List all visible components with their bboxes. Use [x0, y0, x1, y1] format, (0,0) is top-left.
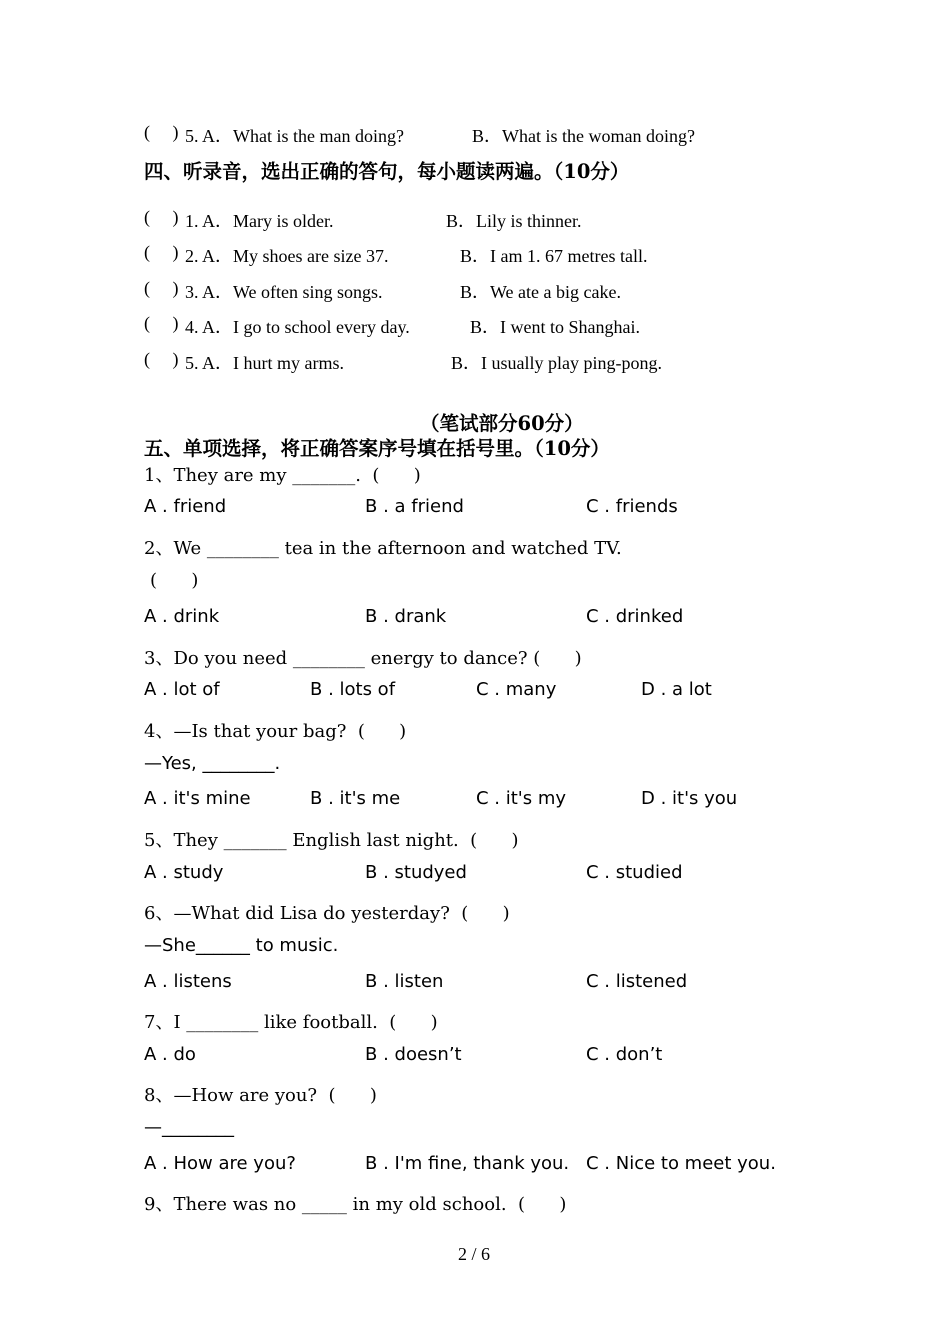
prev-q5-option-a: 5. A．What is the man doing?: [185, 126, 404, 146]
s5-q1-option-a: A . friend: [144, 496, 227, 517]
s4-q3-option-a: 3. A．We often sing songs.: [185, 282, 383, 302]
s5-q5-option-c: C . studied: [586, 862, 683, 883]
s5-q2-option-c: C . drinked: [586, 606, 684, 627]
s4-q1-option-a: 1. A．Mary is older.: [185, 211, 334, 231]
s5-q1-stem: 1、They are my _______. ( ): [144, 465, 421, 486]
s5-q8-option-c: C . Nice to meet you.: [586, 1153, 776, 1174]
s5-q6-option-c: C . listened: [586, 971, 688, 992]
s5-q7-option-b: B . doesn’t: [365, 1044, 462, 1065]
s4-q4-option-a: 4. A．I go to school every day.: [185, 317, 410, 337]
s5-q2-paren: ( ): [150, 570, 199, 591]
s4-q3-option-b: B．We ate a big cake.: [460, 282, 621, 302]
s4-q4-paren: ( ): [144, 313, 179, 333]
s5-q2-stem: 2、We ________ tea in the afternoon and watched TV.: [144, 538, 622, 559]
s5-q4-option-c: C . it's my: [476, 788, 567, 809]
s5-q2-option-b: B . drank: [365, 606, 447, 627]
section5-title: 五、单项选择，将正确答案序号填在括号里。（10分）: [144, 437, 610, 460]
prev-q5-option-b: B．What is the woman doing?: [472, 126, 695, 146]
s4-q3-paren: ( ): [144, 278, 179, 298]
s4-q2-option-a: 2. A．My shoes are size 37.: [185, 246, 389, 266]
page-number: 2 / 6: [458, 1244, 491, 1264]
s5-q8-stem: 8、—How are you? ( ): [144, 1085, 377, 1106]
s5-q6-option-a: A . listens: [144, 971, 232, 992]
s5-q7-stem: 7、I ________ like football. ( ): [144, 1012, 438, 1033]
s5-q4-option-d: D . it's you: [641, 788, 738, 809]
s4-q1-paren: ( ): [144, 207, 179, 227]
s5-q3-option-a: A . lot of: [144, 679, 220, 700]
s5-q2-option-a: A . drink: [144, 606, 220, 627]
s5-q6-stem: 6、—What did Lisa do yesterday? ( ): [144, 903, 510, 924]
s5-q9-stem: 9、There was no _____ in my old school. ( ): [144, 1194, 567, 1215]
s4-q2-paren: ( ): [144, 242, 179, 262]
s5-q4-reply: —Yes, ________.: [144, 753, 281, 774]
s5-q3-option-d: D . a lot: [641, 679, 712, 700]
s5-q3-option-c: C . many: [476, 679, 557, 700]
s5-q7-option-a: A . do: [144, 1044, 196, 1065]
s4-q5-paren: ( ): [144, 349, 179, 369]
s4-q4-option-b: B．I went to Shanghai.: [470, 317, 640, 337]
s4-q5-option-b: B．I usually play ping-pong.: [451, 353, 662, 373]
section4-title: 四、听录音，选出正确的答句，每小题读两遍。（10分）: [144, 160, 630, 183]
written-part-heading: （笔试部分60分）: [420, 412, 584, 435]
s5-q5-option-a: A . study: [144, 862, 224, 883]
s4-q5-option-a: 5. A．I hurt my arms.: [185, 353, 344, 373]
s5-q5-option-b: B . studyed: [365, 862, 467, 883]
s4-q1-option-b: B．Lily is thinner.: [446, 211, 582, 231]
s5-q8-option-a: A . How are you?: [144, 1153, 296, 1174]
s5-q4-option-a: A . it's mine: [144, 788, 251, 809]
s5-q1-option-c: C . friends: [586, 496, 678, 517]
s5-q4-stem: 4、—Is that your bag? ( ): [144, 721, 407, 742]
s5-q7-option-c: C . don’t: [586, 1044, 663, 1065]
s4-q2-option-b: B．I am 1. 67 metres tall.: [460, 246, 648, 266]
s5-q3-option-b: B . lots of: [310, 679, 396, 700]
s5-q1-option-b: B . a friend: [365, 496, 464, 517]
s5-q5-stem: 5、They _______ English last night. ( ): [144, 830, 519, 851]
s5-q8-option-b: B . I'm fine, thank you.: [365, 1153, 570, 1174]
prev-q5-paren: ( ): [144, 122, 179, 142]
s5-q6-option-b: B . listen: [365, 971, 444, 992]
s5-q8-reply: —________: [144, 1117, 234, 1138]
s5-q4-option-b: B . it's me: [310, 788, 401, 809]
s5-q3-stem: 3、Do you need ________ energy to dance? ( ): [144, 648, 582, 669]
s5-q6-reply: —She______ to music.: [144, 935, 339, 956]
